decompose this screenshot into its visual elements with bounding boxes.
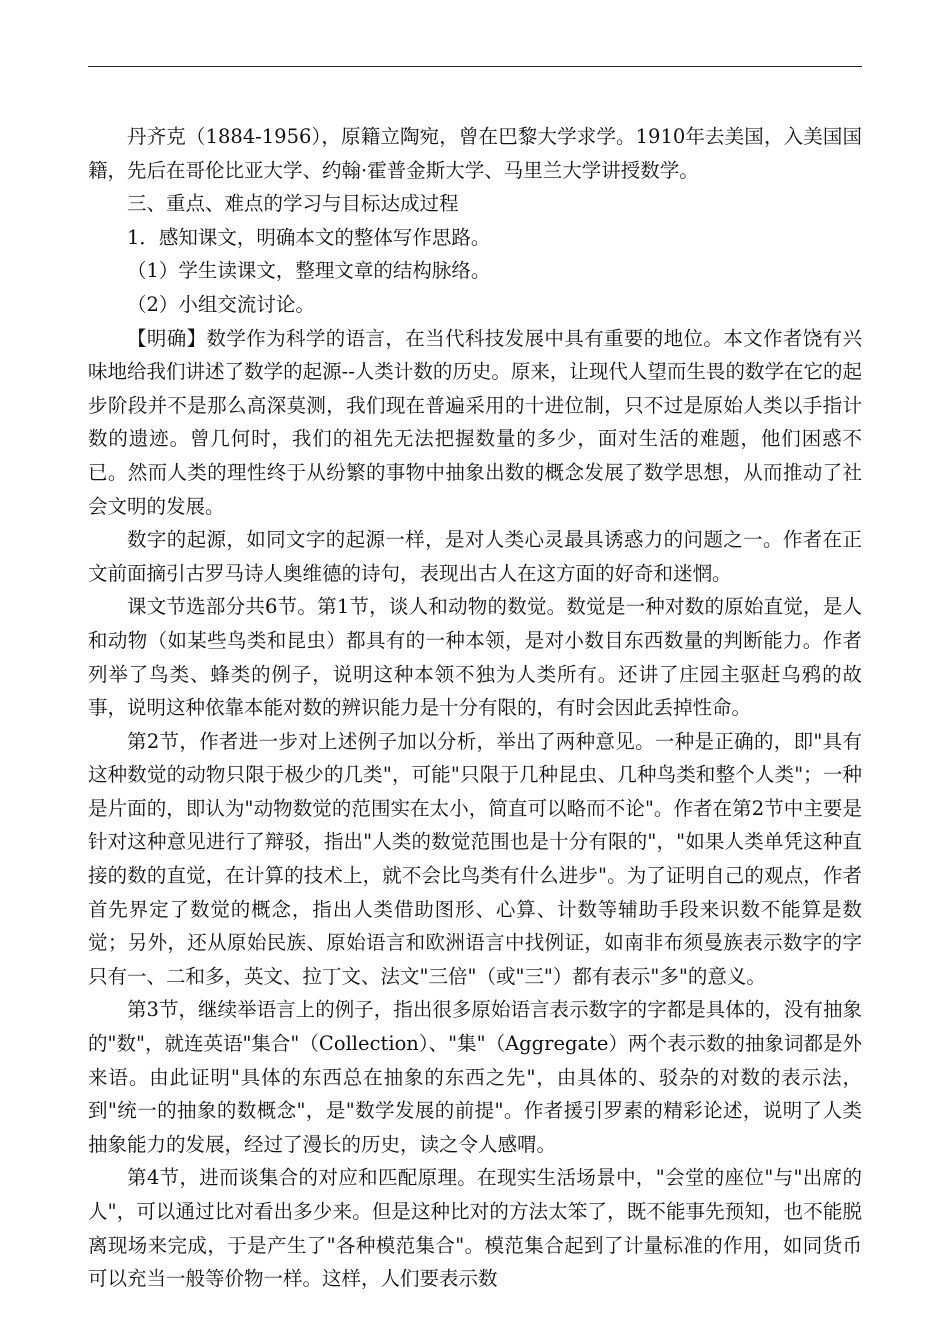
paragraph-section-4: 第4节，进而谈集合的对应和匹配原理。在现实生活场景中，"会堂的座位"与"出席的人"，可以通过比对看出多少来。但是这种比对的方法太笨了，既不能事先预知，也不能脱离现场来完成，于是产生了"各种模范集合"。模范集合起到了计量标准的作用，如同货币可以充当一般等价物一样。这样，人们要表示数 [88, 1166, 862, 1291]
paragraph-section-3: 第3节，继续举语言上的例子，指出很多原始语言表示数字的字都是具体的，没有抽象的"数"，就连英语"集合"（Collection）、"集"（Aggregate）两个表示数的抽象词都是外来语。由此证明"具体的东西总在抽象的东西之先"，由具体的、驳杂的对数的表示法，到"统一的抽象的数概念"，是"数学发展的前提"。作者援引罗素的精彩论述，说明了人类抽象能力的发展，经过了漫长的历史，读之令人感喟。 [88, 998, 862, 1156]
sub-step-2: （2）小组交流讨论。 [127, 292, 315, 316]
paragraph-clarification: 【明确】数学作为科学的语言，在当代科技发展中具有重要的地位。本文作者饶有兴味地给我们讲述了数学的起源--人类计数的历史。原来，让现代人望而生畏的数学在它的起步阶段并不是那么高深莫测，我们现在普遍采用的十进位制，只不过是原始人类以手指计数的遗迹。曾几何时，我们的祖先无法把握数量的多少，面对生活的难题，他们困惑不已。然而人类的理性终于从纷繁的事物中抽象出数的概念发展了数学思想，从而推动了社会文明的发展。 [88, 326, 862, 518]
header-rule [88, 66, 862, 67]
section-heading-key-points: 三、重点、难点的学习与目标达成过程 [127, 192, 459, 216]
step-heading-1: 1．感知课文，明确本文的整体写作思路。 [127, 225, 491, 249]
sub-step-1: （1）学生读课文，整理文章的结构脉络。 [127, 259, 491, 283]
document-body [88, 120, 862, 1296]
paragraph-author-bio: 丹齐克（1884-1956），原籍立陶宛，曾在巴黎大学求学。1910年去美国，入美国国籍，先后在哥伦比亚大学、约翰·霍普金斯大学、马里兰大学讲授数学。 [88, 125, 862, 182]
paragraph-origin-of-numbers: 数字的起源，如同文字的起源一样，是对人类心灵最具诱惑力的问题之一。作者在正文前面摘引古罗马诗人奥维德的诗句，表现出古人在这方面的好奇和迷惘。 [88, 528, 862, 585]
paragraph-section-1: 课文节选部分共6节。第1节，谈人和动物的数觉。数觉是一种对数的原始直觉，是人和动物（如某些鸟类和昆虫）都具有的一种本领，是对小数目东西数量的判断能力。作者列举了鸟类、蜂类的例子，说明这种本领不独为人类所有。还讲了庄园主驱赶乌鸦的故事，说明这种依靠本能对数的辨识能力是十分有限的，有时会因此丢掉性命。 [88, 595, 862, 720]
paragraph-section-2: 第2节，作者进一步对上述例子加以分析，举出了两种意见。一种是正确的，即"具有这种数觉的动物只限于极少的几类"，可能"只限于几种昆虫、几种鸟类和整个人类"；一种是片面的，即认为"动物数觉的范围实在太小，简直可以略而不论"。作者在第2节中主要是针对这种意见进行了辩驳，指出"人类的数觉范围也是十分有限的"，"如果人类单凭这种直接的数的直觉，在计算的技术上，就不会比鸟类有什么进步"。为了证明自己的观点，作者首先界定了数觉的概念，指出人类借助图形、心算、计数等辅助手段来识数不能算是数觉；另外，还从原始民族、原始语言和欧洲语言中找例证，如南非布须曼族表示数字的字只有一、二和多，英文、拉丁文、法文"三倍"（或"三"）都有表示"多"的意义。 [88, 729, 862, 988]
